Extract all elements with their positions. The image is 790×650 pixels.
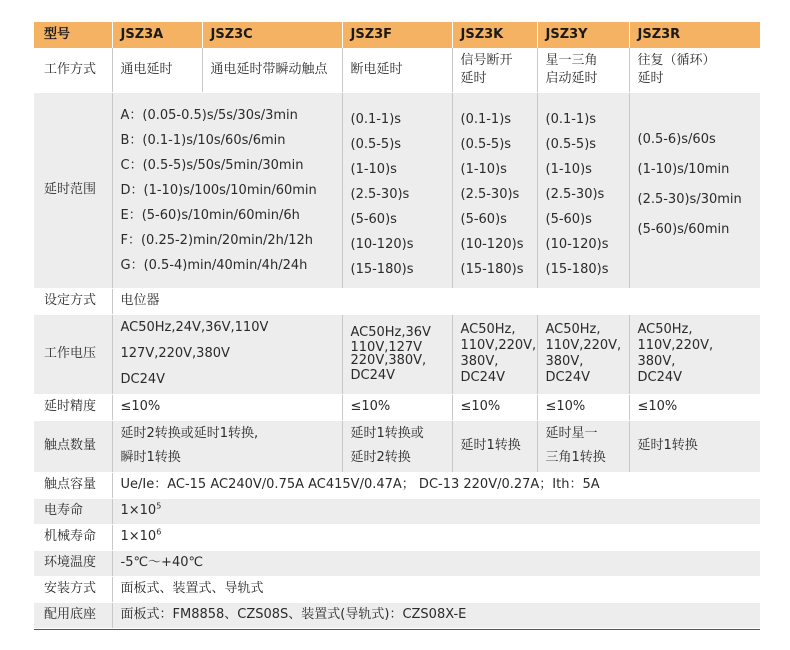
delay-range-f-line: (2.5-30)s [350, 186, 410, 202]
label-capacity: 触点容量 [34, 472, 112, 498]
voltage-r [629, 314, 760, 394]
label-elec-life: 电寿命 [34, 498, 112, 524]
row-ambient [34, 550, 760, 576]
spec-table-container [34, 22, 760, 629]
base-value: 面板式：FM8858、CZS08S、装置式(导轨式)：CZS08X-E [112, 602, 760, 628]
row-accuracy [34, 394, 760, 420]
voltage-f-line: 220V,380V, [350, 352, 427, 368]
label-base: 配用底座 [34, 602, 112, 628]
header-jsz3f: JSZ3F [342, 22, 452, 48]
delay-range-ac-line: G：(0.5-4)min/40min/4h/24h [120, 257, 308, 273]
work-mode-r-line: 往复（循环） [637, 52, 716, 68]
setting-value: 电位器 [112, 288, 760, 314]
header-jsz3c: JSZ3C [202, 22, 342, 48]
delay-range-y-line: (0.5-5)s [545, 136, 597, 152]
voltage-r-line: 380V, [637, 354, 676, 369]
ambient-value: -5℃～+40℃ [112, 550, 760, 576]
work-mode-a: 通电延时 [112, 48, 202, 92]
delay-range-k-line: (10-120)s [460, 236, 524, 252]
delay-range-r-line: (2.5-30)s/30min [637, 192, 742, 207]
label-mech-life: 机械寿命 [34, 524, 112, 550]
contacts-ac-line: 瞬时1转换 [120, 450, 181, 465]
work-mode-f: 断电延时 [342, 48, 452, 92]
row-mounting [34, 576, 760, 602]
voltage-r-line: DC24V [637, 370, 683, 385]
accuracy-r: ≤10% [629, 394, 760, 420]
label-contacts: 触点数量 [34, 420, 112, 472]
voltage-ac [112, 314, 342, 394]
mech-life-exponent: 6 [156, 527, 162, 537]
delay-range-k-line: (1-10)s [460, 161, 507, 177]
voltage-k-line: DC24V [460, 370, 506, 385]
bottom-rule [34, 629, 760, 630]
delay-range-ac-line: D：(1-10)s/100s/10min/60min [120, 182, 317, 198]
delay-range-f-line: (15-180)s [350, 261, 414, 277]
delay-range-y-line: (1-10)s [545, 161, 592, 177]
voltage-r-line: 110V,220V, [637, 338, 714, 353]
voltage-k-line: AC50Hz, [460, 322, 516, 337]
delay-range-r-line: (5-60)s/60min [637, 222, 730, 237]
work-mode-r-line: 延时 [637, 70, 664, 86]
work-mode-r [629, 48, 760, 92]
delay-range-k [452, 92, 537, 288]
voltage-f-line: AC50Hz,36V [350, 324, 431, 340]
voltage-y-line: 380V, [545, 354, 584, 369]
work-mode-k-line: 延时 [460, 70, 487, 86]
work-mode-y-line: 星一三角 [545, 52, 598, 68]
voltage-r-line: AC50Hz, [637, 322, 693, 337]
delay-range-y-line: (10-120)s [545, 236, 609, 252]
contacts-f-line: 延时2转换 [350, 450, 411, 465]
delay-range-f-line: (10-120)s [350, 236, 414, 252]
delay-range-ac-line: A：(0.05-0.5)s/5s/30s/3min [120, 107, 298, 123]
contacts-r: 延时1转换 [629, 420, 760, 472]
delay-range-r-line: (1-10)s/10min [637, 162, 730, 177]
voltage-y-line: AC50Hz, [545, 322, 601, 337]
work-mode-c: 通电延时带瞬动触点 [202, 48, 342, 92]
mounting-value: 面板式、装置式、导轨式 [112, 576, 760, 602]
accuracy-y: ≤10% [537, 394, 629, 420]
label-setting: 设定方式 [34, 288, 112, 314]
row-setting [34, 288, 760, 314]
header-jsz3a: JSZ3A [112, 22, 202, 48]
voltage-y [537, 314, 629, 394]
voltage-f-line: 110V,127V [350, 339, 423, 355]
row-elec-life [34, 498, 760, 524]
contacts-f [342, 420, 452, 472]
voltage-y-line: 110V,220V, [545, 338, 622, 353]
delay-range-f-line: (0.1-1)s [350, 111, 402, 127]
delay-range-k-line: (0.1-1)s [460, 111, 512, 127]
label-ambient: 环境温度 [34, 550, 112, 576]
contacts-y [537, 420, 629, 472]
contacts-ac [112, 420, 342, 472]
voltage-ac-line: 127V,220V,380V [120, 346, 230, 361]
contacts-y-line: 三角1转换 [545, 450, 606, 465]
delay-range-y-line: (0.1-1)s [545, 111, 597, 127]
label-work-mode: 工作方式 [34, 48, 112, 92]
voltage-y-line: DC24V [545, 370, 591, 385]
header-model: 型号 [34, 22, 112, 48]
row-delay-range [34, 92, 760, 288]
accuracy-f: ≤10% [342, 394, 452, 420]
header-jsz3r: JSZ3R [629, 22, 760, 48]
label-accuracy: 延时精度 [34, 394, 112, 420]
delay-range-ac [112, 92, 342, 288]
delay-range-f-line: (1-10)s [350, 161, 397, 177]
work-mode-k-line: 信号断开 [460, 52, 513, 68]
mech-life-base: 1×10 [120, 529, 157, 544]
delay-range-ac-line: F：(0.25-2)min/20min/2h/12h [120, 232, 314, 248]
delay-range-f-line: (5-60)s [350, 211, 397, 227]
delay-range-f-line: (0.5-5)s [350, 136, 402, 152]
label-delay-range: 延时范围 [34, 92, 112, 288]
voltage-k-line: 380V, [460, 354, 499, 369]
voltage-f-line: DC24V [350, 367, 396, 383]
voltage-f [342, 314, 452, 394]
voltage-k [452, 314, 537, 394]
row-voltage [34, 314, 760, 394]
row-work-mode [34, 48, 760, 92]
work-mode-k [452, 48, 537, 92]
label-voltage: 工作电压 [34, 314, 112, 394]
accuracy-ac: ≤10% [112, 394, 342, 420]
delay-range-k-line: (5-60)s [460, 211, 507, 227]
delay-range-k-line: (0.5-5)s [460, 136, 512, 152]
mech-life-value [112, 524, 760, 550]
delay-range-ac-line: B：(0.1-1)s/10s/60s/6min [120, 132, 286, 148]
delay-range-ac-line: C：(0.5-5)s/50s/5min/30min [120, 157, 304, 173]
accuracy-k: ≤10% [452, 394, 537, 420]
contacts-y-line: 延时星一 [545, 426, 598, 441]
elec-life-exponent: 5 [156, 501, 162, 511]
delay-range-k-line: (2.5-30)s [460, 186, 520, 202]
contacts-f-line: 延时1转换或 [350, 426, 424, 441]
contacts-k: 延时1转换 [452, 420, 537, 472]
contacts-ac-line: 延时2转换或延时1转换, [120, 426, 259, 441]
row-contacts [34, 420, 760, 472]
delay-range-y-line: (2.5-30)s [545, 186, 605, 202]
delay-range-f [342, 92, 452, 288]
delay-range-y-line: (5-60)s [545, 211, 592, 227]
header-jsz3y: JSZ3Y [537, 22, 629, 48]
header-jsz3k: JSZ3K [452, 22, 537, 48]
delay-range-y [537, 92, 629, 288]
label-mounting: 安装方式 [34, 576, 112, 602]
row-mech-life [34, 524, 760, 550]
elec-life-value [112, 498, 760, 524]
delay-range-r-line: (0.5-6)s/60s [637, 132, 716, 147]
spec-table [34, 22, 760, 629]
row-base [34, 602, 760, 628]
work-mode-y [537, 48, 629, 92]
voltage-ac-line: DC24V [120, 372, 166, 387]
capacity-value: Ue/Ie：AC-15 AC240V/0.75A AC415V/0.47A； DC-13 220V/0.27A；Ith：5A [112, 472, 760, 498]
delay-range-ac-line: E：(5-60)s/10min/60min/6h [120, 207, 300, 223]
header-row [34, 22, 760, 48]
work-mode-y-line: 启动延时 [545, 70, 598, 86]
voltage-k-line: 110V,220V, [460, 338, 537, 353]
delay-range-k-line: (15-180)s [460, 261, 524, 277]
row-capacity [34, 472, 760, 498]
elec-life-base: 1×10 [120, 503, 157, 518]
voltage-ac-line: AC50Hz,24V,36V,110V [120, 320, 269, 335]
delay-range-r [629, 92, 760, 288]
delay-range-y-line: (15-180)s [545, 261, 609, 277]
